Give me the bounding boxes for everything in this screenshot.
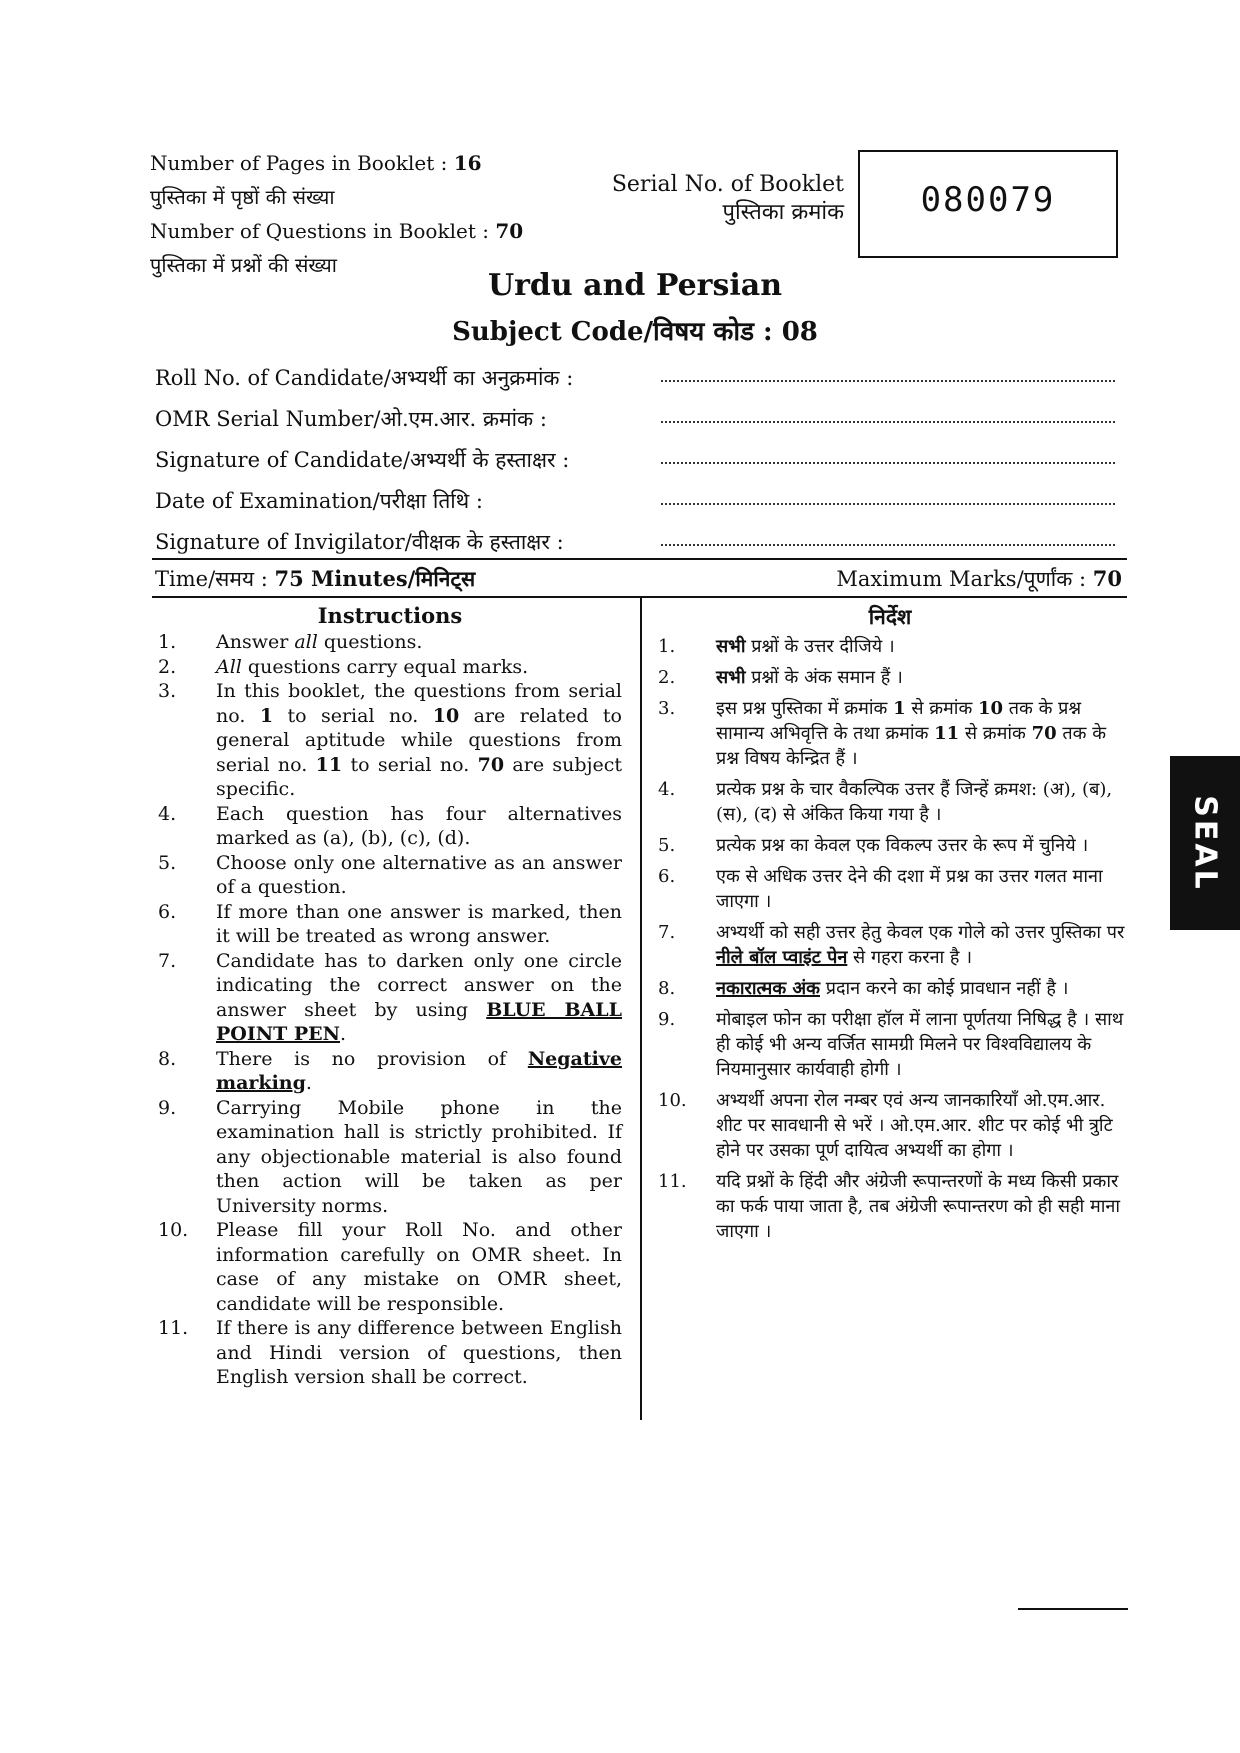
nirdesh-item: 8. नकारात्मक अंक प्रदान करने का कोई प्रावधान नहीं है । bbox=[658, 978, 1069, 999]
footer-rule bbox=[1018, 1608, 1128, 1610]
instruction-item: 9. Carrying Mobile phone in the examination hall is strictly prohibited. If any objectionable material is also found then action will be taken as per University norms. bbox=[158, 1096, 622, 1217]
nirdesh-item: 4. प्रत्येक प्रश्न के चार वैकल्पिक उत्तर हैं जिन्हें क्रमश: (अ), (ब), (स), (द) से अंकित किया गया है । bbox=[658, 779, 1113, 825]
field-candidate-signature[interactable]: Signature of Candidate/अभ्यर्थी के हस्ताक्षर : bbox=[155, 442, 1125, 478]
field-exam-date[interactable]: Date of Examination/परीक्षा तिथि : bbox=[155, 483, 1125, 519]
instruction-item: 3. In this booklet, the questions from serial no. 1 to serial no. 10 are related to general aptitude while questions from serial no. 11 to serial no. 70 are subject specific. bbox=[158, 680, 622, 800]
nirdesh-item: 3. इस प्रश्न पुस्तिका में क्रमांक 1 से क्रमांक 10 तक के प्रश्न सामान्य अभिवृत्ति के तथा क्रमांक 11 से क्रमांक 70 तक के प्रश्न विषय केन्द्रित हैं । bbox=[658, 698, 1107, 769]
instruction-item: 1. Answer all questions. bbox=[158, 631, 423, 653]
instruction-item: 10. Please fill your Roll No. and other information carefully on OMR sheet. In case of any mistake on OMR sheet, candidate will be responsible. bbox=[158, 1219, 622, 1315]
nirdesh-item: 11. यदि प्रश्नों के हिंदी और अंग्रेजी रूपान्तरणों के मध्य किसी प्रकार का फर्क पाया जाता है, तब अंग्रेजी रूपान्तरण को ही सही माना जाएगा । bbox=[658, 1171, 1121, 1242]
instruction-item: 11. If there is any difference between English and Hindi version of questions, then English version shall be correct. bbox=[158, 1317, 622, 1388]
instruction-item: 2. All questions carry equal marks. bbox=[158, 655, 529, 678]
instruction-item: 5. Choose only one alternative as an answer of a question. bbox=[158, 851, 622, 898]
subject-code: 08 bbox=[781, 317, 818, 347]
nirdesh-item: 7. अभ्यर्थी को सही उत्तर हेतु केवल एक गोले को उत्तर पुस्तिका पर नीले बॉल प्वाइंट पेन से गहरा करना है । bbox=[658, 922, 1125, 968]
column-divider bbox=[640, 598, 642, 1420]
pages-count-line: Number of Pages in Booklet : 16 bbox=[150, 151, 482, 175]
pages-count: 16 bbox=[453, 151, 482, 175]
serial-label: Serial No. of Booklet bbox=[611, 172, 844, 197]
instructions-list bbox=[158, 630, 622, 1390]
time-allowed: Time/समय : 75 Minutes/मिनिट्स bbox=[155, 566, 476, 591]
instruction-item: 6. If more than one answer is marked, then it will be treated as wrong answer. bbox=[158, 900, 622, 947]
field-roll-no[interactable]: Roll No. of Candidate/अभ्यर्थी का अनुक्रमांक : bbox=[155, 360, 1125, 396]
nirdesh-item: 2. सभी प्रश्नों के अंक समान हैं । bbox=[658, 667, 903, 688]
instruction-item: 4. Each question has four alternatives marked as (a), (b), (c), (d). bbox=[158, 802, 622, 849]
nirdesh-list bbox=[658, 634, 1128, 1244]
maximum-marks: Maximum Marks/पूर्णांक : 70 bbox=[836, 566, 1122, 591]
instruction-item: 7. Candidate has to darken only one circle indicating the correct answer on the answer sheet by using BLUE BALL POINT PEN. bbox=[158, 949, 622, 1045]
subject-code-line: Subject Code/विषय कोड : 08 bbox=[452, 317, 818, 347]
questions-count-hindi: पुस्तिका में प्रश्नों की संख्या bbox=[150, 253, 337, 277]
serial-label-hindi: पुस्तिका क्रमांक bbox=[722, 200, 844, 225]
pages-count-hindi: पुस्तिका में पृष्ठों की संख्या bbox=[150, 185, 335, 209]
nirdesh-item: 1. सभी प्रश्नों के उत्तर दीजिये । bbox=[658, 636, 895, 657]
nirdesh-title: निर्देश bbox=[868, 604, 912, 629]
instruction-item: 8. There is no provision of Negative marking. bbox=[158, 1047, 622, 1094]
nirdesh-item: 10. अभ्यर्थी अपना रोल नम्बर एवं अन्य जानकारियाँ ओ.एम.आर. शीट पर सावधानी से भरें । ओ.एम.आर. शीट पर कोई भी त्रुटि होने पर उसका पूर्ण दायित्व अभ्यर्थी का होगा । bbox=[658, 1090, 1113, 1161]
nirdesh-item: 9. मोबाइल फोन का परीक्षा हॉल में लाना पूर्णतया निषिद्ध है । साथ ही कोई भी अन्य वर्जित सामग्री मिलने पर विश्वविद्यालय के नियमानुसार कार्यवाही होगी । bbox=[658, 1009, 1124, 1080]
field-omr-serial[interactable]: OMR Serial Number/ओ.एम.आर. क्रमांक : bbox=[155, 401, 1125, 437]
divider-top bbox=[152, 558, 1127, 560]
page-title: Urdu and Persian bbox=[487, 268, 783, 303]
nirdesh-item: 5. प्रत्येक प्रश्न का केवल एक विकल्प उत्तर के रूप में चुनिये । bbox=[658, 835, 1089, 856]
instructions-title: Instructions bbox=[317, 603, 463, 628]
nirdesh-item: 6. एक से अधिक उत्तर देने की दशा में प्रश्न का उत्तर गलत माना जाएगा । bbox=[658, 866, 1103, 912]
field-invigilator-signature[interactable]: Signature of Invigilator/वीक्षक के हस्ताक्षर : bbox=[155, 524, 1125, 560]
questions-count: 70 bbox=[495, 219, 524, 243]
questions-count-line: Number of Questions in Booklet : 70 bbox=[150, 219, 524, 243]
seal-tab: SEAL bbox=[1170, 756, 1240, 930]
serial-number-box: 080079 bbox=[858, 150, 1118, 258]
